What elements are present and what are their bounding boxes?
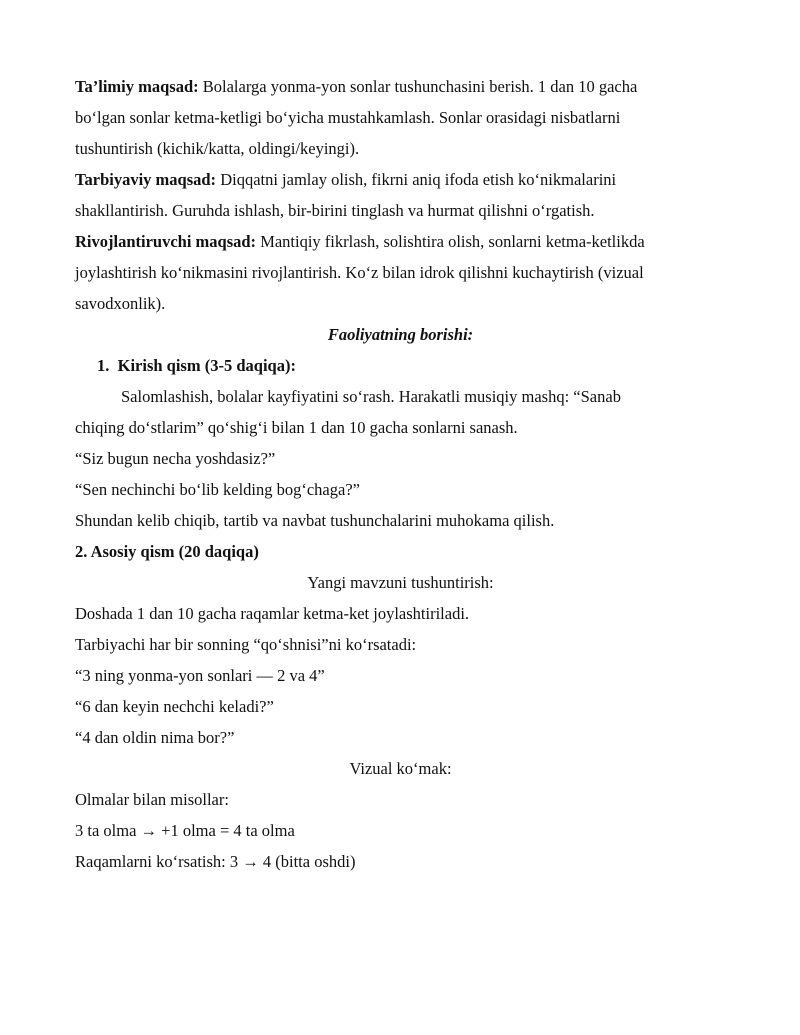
paragraph-line: Tarbiyachi har bir sonning “qo‘shnisi”ni ko‘rsatadi: — [75, 635, 417, 654]
goal-developmental — [75, 226, 726, 319]
part2-title: 2. Asosiy qism (20 daqiqa) — [75, 542, 259, 561]
paragraph-line: Ta’limiy maqsad: Bolalarga yonma-yon sonlar tushunchasini berish. 1 dan 10 gacha — [75, 77, 638, 96]
example-line: 3 ta olma → +1 olma = 4 ta olma — [75, 821, 295, 840]
part1-title: 1. Kirish qism (3-5 daqiqa): — [97, 356, 296, 375]
paragraph-line: savodxonlik). — [75, 294, 166, 313]
goal-educational — [75, 71, 726, 164]
paragraph-line: shakllantirish. Guruhda ishlash, bir-birini tinglash va hurmat qilishni o‘rgatish. — [75, 201, 595, 220]
example-line: Raqamlarni ko‘rsatish: 3 → 4 (bitta oshdi) — [75, 852, 356, 871]
paragraph-line: Rivojlantiruvchi maqsad: Mantiqiy fikrlash, solishtira olish, sonlarni ketma-ketlikda — [75, 232, 645, 251]
paragraph-line: tushuntirish (kichik/katta, oldingi/keyingi). — [75, 139, 360, 158]
paragraph-line: Tarbiyaviy maqsad: Diqqatni jamlay olish, fikrni aniq ifoda etish ko‘nikmalarini — [75, 170, 617, 189]
goal-label: Ta’limiy maqsad: — [75, 77, 199, 96]
document-page — [75, 71, 726, 877]
quote-line: “3 ning yonma-yon sonlari — 2 va 4” — [75, 666, 325, 685]
question-line: “Siz bugun necha yoshdasiz?” — [75, 449, 276, 468]
paragraph-line: Shundan kelib chiqib, tartib va navbat tushunchalarini muhokama qilish. — [75, 511, 555, 530]
goal-label: Rivojlantiruvchi maqsad: — [75, 232, 257, 251]
paragraph-line: Doshada 1 dan 10 gacha raqamlar ketma-ket joylashtiriladi. — [75, 604, 470, 623]
paragraph-line: Salomlashish, bolalar kayfiyatini so‘rash. Harakatli musiqiy mashq: “Sanab — [121, 387, 621, 406]
goal-label: Tarbiyaviy maqsad: — [75, 170, 217, 189]
paragraph-line: Olmalar bilan misollar: — [75, 790, 229, 809]
quote-line: “4 dan oldin nima bor?” — [75, 728, 235, 747]
activity-heading: Faoliyatning borishi: — [327, 325, 474, 344]
paragraph-line: joylashtirish ko‘nikmasini rivojlantirish. Ko‘z bilan idrok qilishni kuchaytirish (vizual — [75, 263, 644, 282]
quote-line: “6 dan keyin nechchi keladi?” — [75, 697, 274, 716]
subheading: Yangi mavzuni tushuntirish: — [307, 573, 494, 592]
question-line: “Sen nechinchi bo‘lib kelding bog‘chaga?” — [75, 480, 360, 499]
goal-upbringing — [75, 164, 726, 226]
paragraph-line: bo‘lgan sonlar ketma-ketligi bo‘yicha mustahkamlash. Sonlar orasidagi nisbatlarni — [75, 108, 621, 127]
subheading: Vizual ko‘mak: — [349, 759, 452, 778]
paragraph-line: chiqing do‘stlarim” qo‘shig‘i bilan 1 dan 10 gacha sonlarni sanash. — [75, 418, 518, 437]
